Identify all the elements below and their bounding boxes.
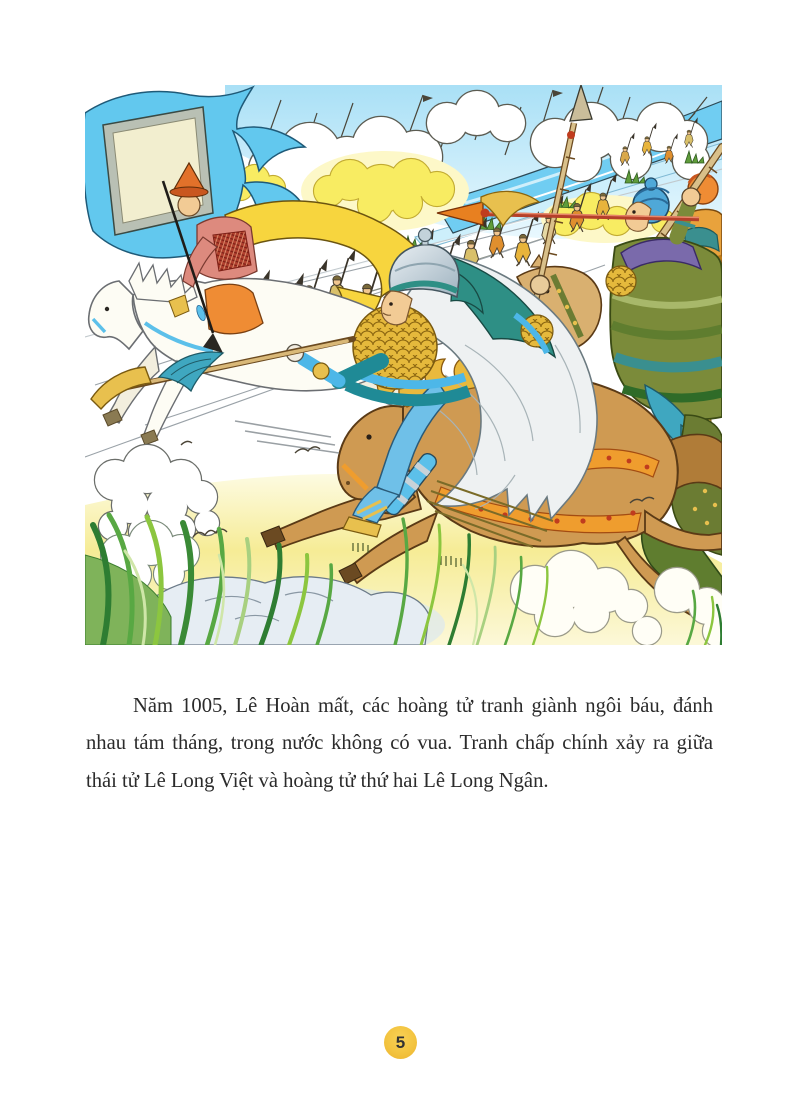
battle-illustration — [85, 85, 722, 645]
story-paragraph: Năm 1005, Lê Hoàn mất, các hoàng tử tranh giành ngôi báu, đánh nhau tám tháng, trong nước không có vua. Tranh chấp chính xảy ra giữa thái tử Lê Long Việt và hoàng tử thứ hai Lê Long Ngân. — [86, 695, 713, 792]
page-number: 5 — [395, 1032, 406, 1052]
page-number-badge — [384, 1026, 417, 1059]
